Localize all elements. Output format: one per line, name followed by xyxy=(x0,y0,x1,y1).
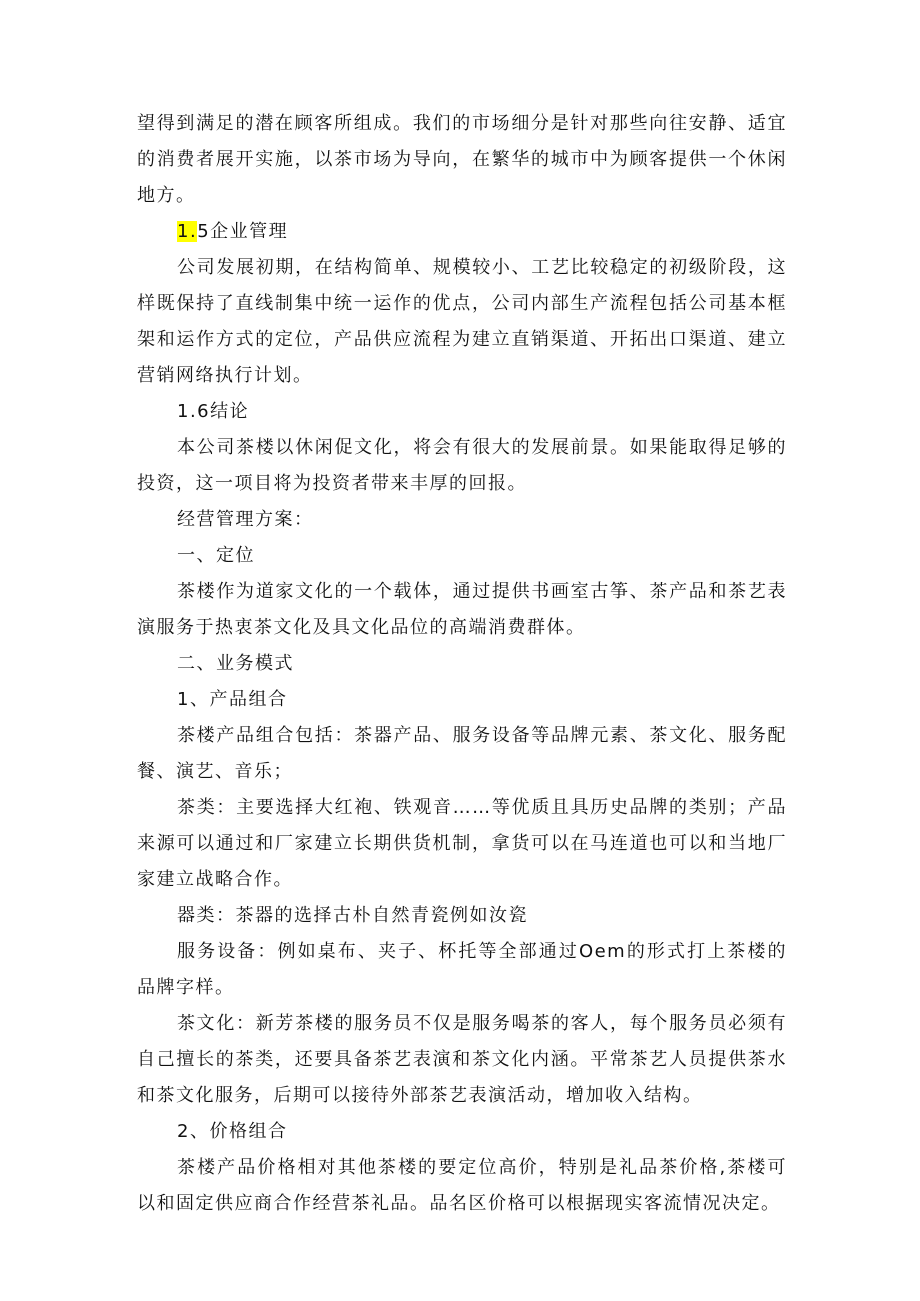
paragraph-market-segment: 望得到满足的潜在顾客所组成。我们的市场细分是针对那些向往安静、适宜的消费者展开实施，以茶市场为导向，在繁华的城市中为顾客提供一个休闲地方。 xyxy=(137,113,787,206)
paragraph-tea-types: 茶类：主要选择大红袍、铁观音……等优质且具历史品牌的类别；产品来源可以通过和厂家建立长期供货机制，拿货可以在马连道也可以和当地厂家建立战略合作。 xyxy=(137,797,787,890)
highlighted-number: 1. xyxy=(177,221,198,242)
heading-enterprise-management xyxy=(137,214,787,250)
paragraph-price-mix: 茶楼产品价格相对其他茶楼的要定位高价，特别是礼品茶价格,茶楼可以和固定供应商合作经营茶礼品。品名区价格可以根据现实客流情况决定。 xyxy=(137,1157,787,1214)
heading-business-model: 二、业务模式 xyxy=(177,653,294,674)
document-page xyxy=(137,106,787,1222)
paragraph-management: 公司发展初期，在结构简单、规模较小、工艺比较稳定的初级阶段，这样既保持了直线制集中统一运作的优点，公司内部生产流程包括公司基本框架和运作方式的定位，产品供应流程为建立直销渠道、开拓出口渠道、建立营销网络执行计划。 xyxy=(137,257,787,386)
paragraph-conclusion: 本公司茶楼以休闲促文化，将会有很大的发展前景。如果能取得足够的投资，这一项目将为投资者带来丰厚的回报。 xyxy=(137,437,787,494)
paragraph-service-equipment: 服务设备：例如桌布、夹子、杯托等全部通过Oem的形式打上茶楼的品牌字样。 xyxy=(137,941,787,998)
paragraph-positioning: 茶楼作为道家文化的一个载体，通过提供书画室古筝、茶产品和茶艺表演服务于热衷茶文化及具文化品位的高端消费群体。 xyxy=(137,581,787,638)
heading-text: 5企业管理 xyxy=(197,221,289,242)
heading-conclusion: 1.6结论 xyxy=(177,401,250,422)
paragraph-product-mix: 茶楼产品组合包括：茶器产品、服务设备等品牌元素、茶文化、服务配餐、演艺、音乐； xyxy=(137,725,787,782)
paragraph-tea-ware: 器类：茶器的选择古朴自然青瓷例如汝瓷 xyxy=(177,905,528,926)
heading-operation-plan: 经营管理方案： xyxy=(177,509,314,530)
heading-product-mix: 1、产品组合 xyxy=(177,689,288,710)
heading-price-mix: 2、价格组合 xyxy=(177,1121,288,1142)
heading-positioning: 一、定位 xyxy=(177,545,255,566)
paragraph-tea-culture: 茶文化：新芳茶楼的服务员不仅是服务喝茶的客人，每个服务员必须有自己擅长的茶类，还要具备茶艺表演和茶文化内涵。平常茶艺人员提供茶水和茶文化服务，后期可以接待外部茶艺表演活动，增加收入结构。 xyxy=(137,1013,787,1106)
